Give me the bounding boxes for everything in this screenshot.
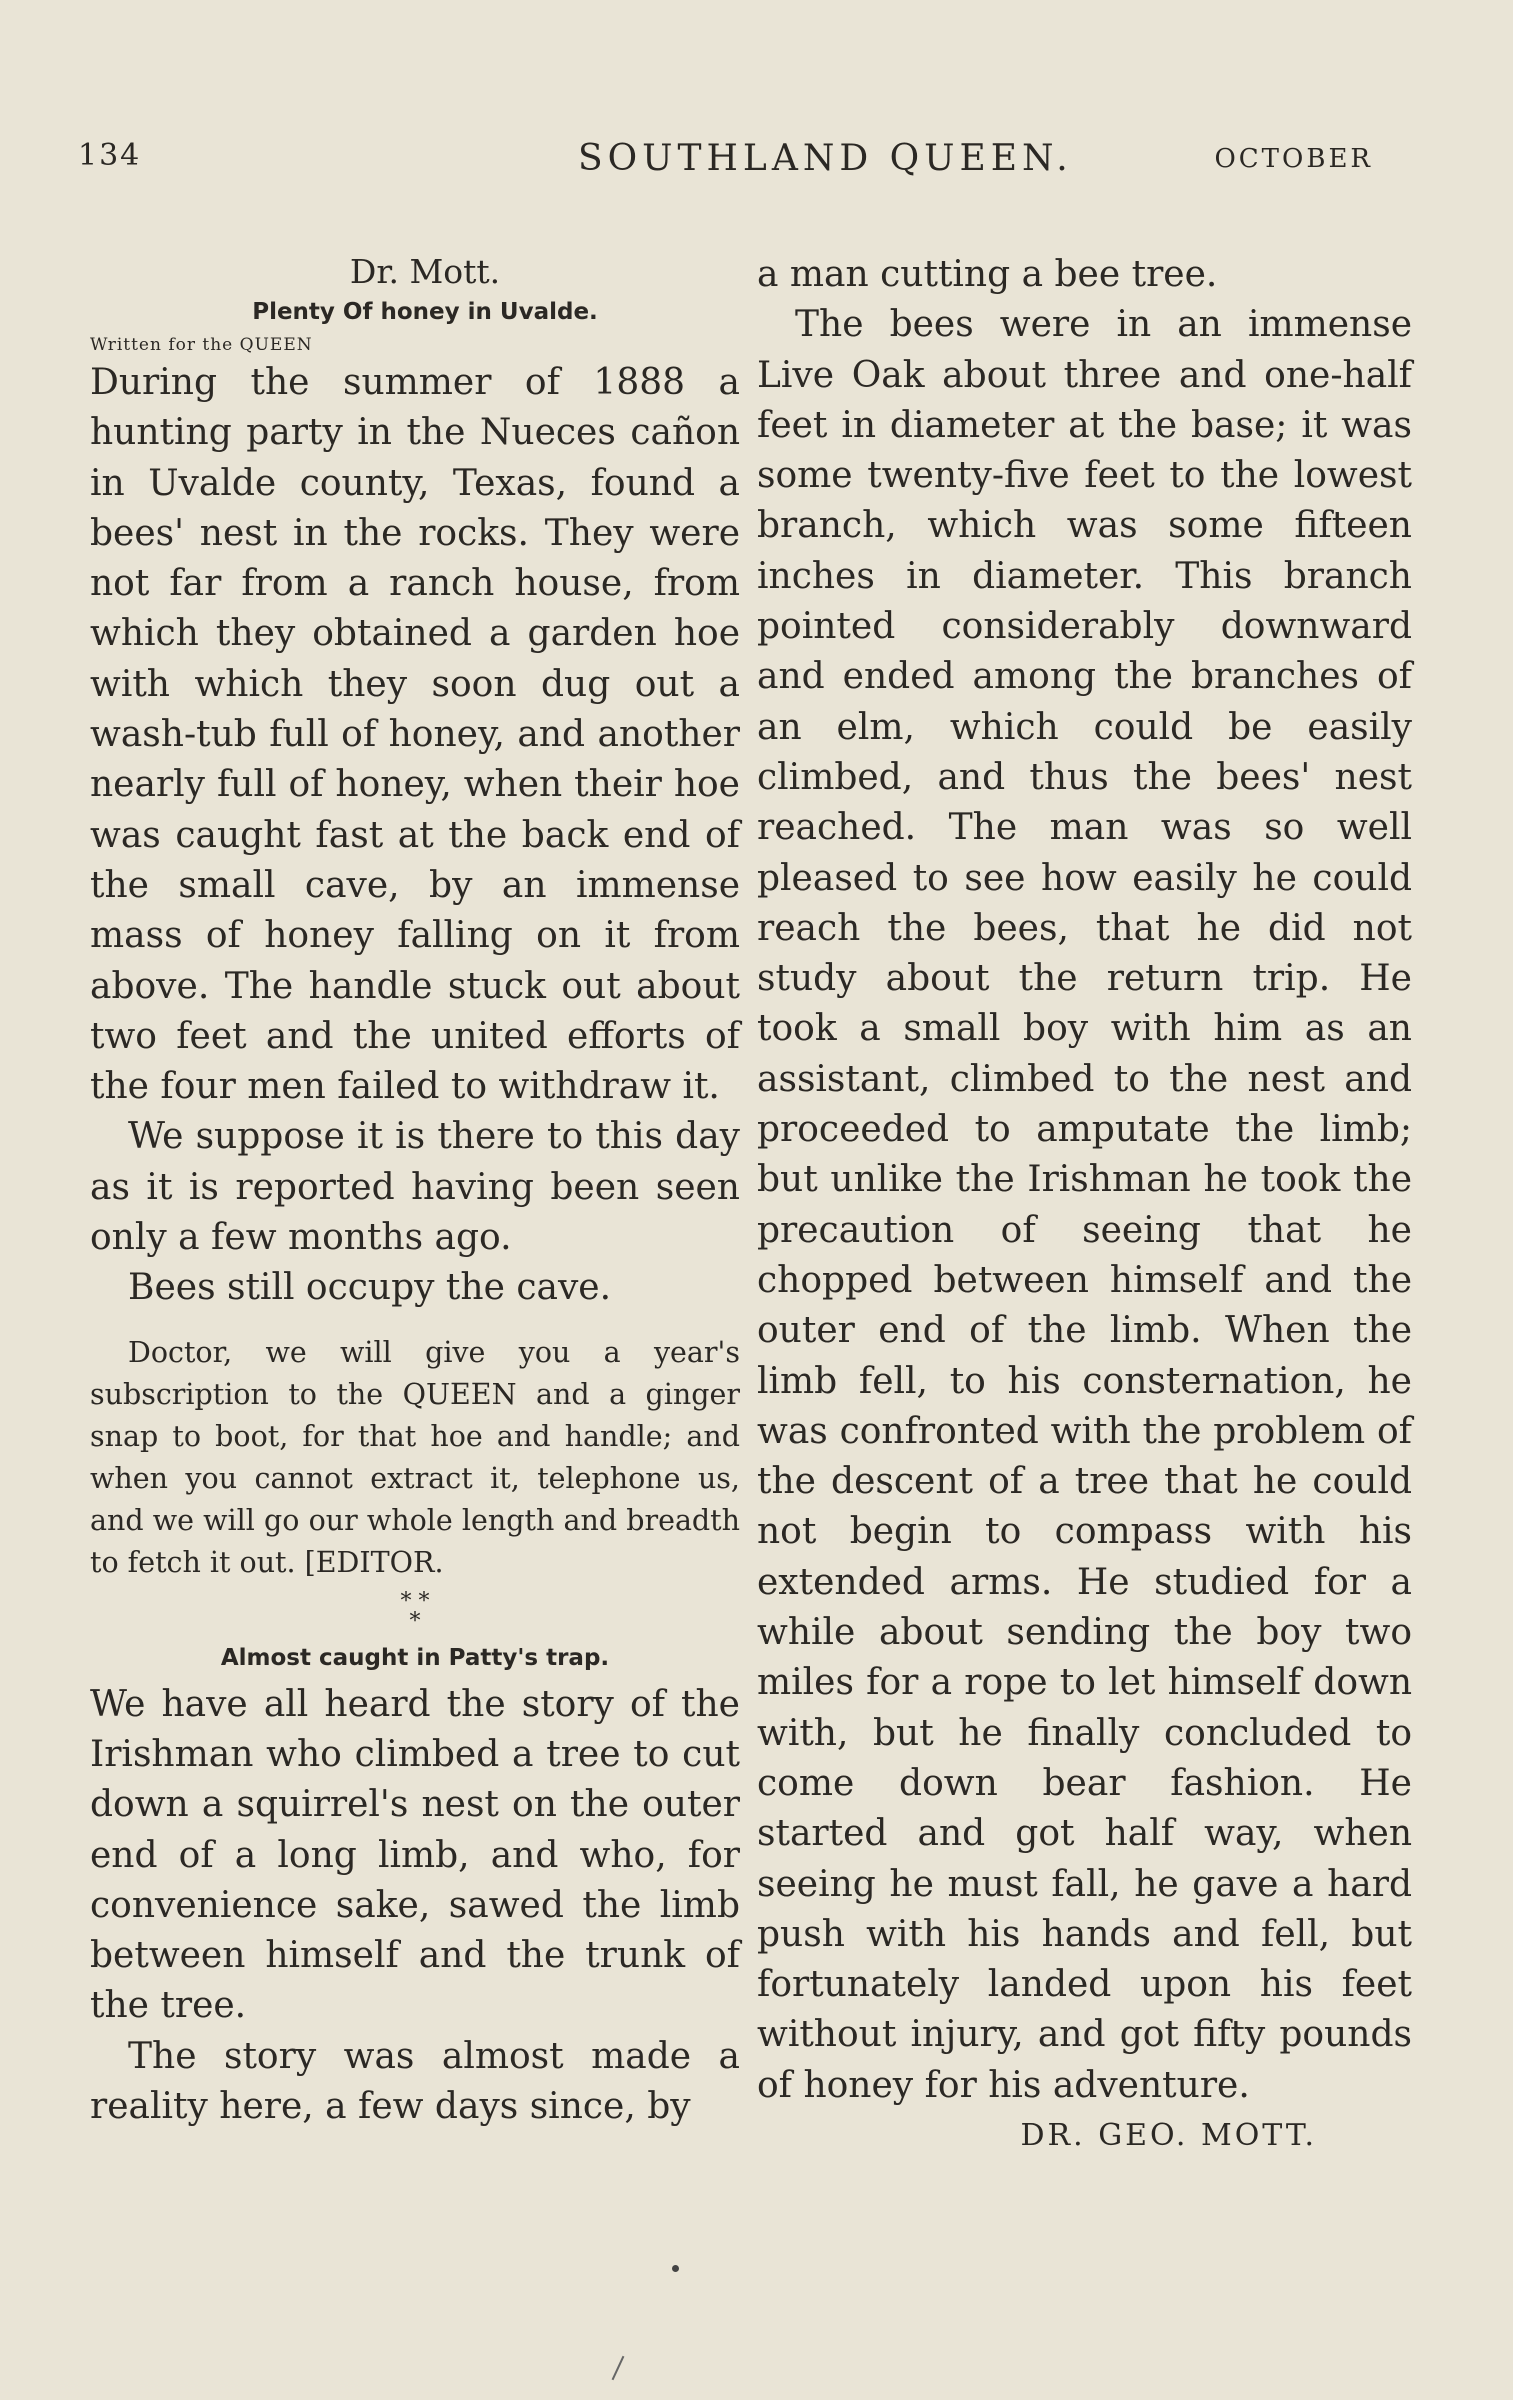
pencil-mark xyxy=(612,2356,625,2380)
page-number: 134 xyxy=(78,138,142,173)
right-column xyxy=(757,250,1412,2161)
page-header xyxy=(78,138,1373,184)
article-paragraph: The bees were in an immense Live Oak about three and one-half feet in diameter at the base; it was some twenty-five feet to the lowest branch, which was some fifteen inches in diameter. This branch pointed considerably downward and ended among the branches of an elm, which could be easily climbed, and thus the bees' nest reached. The man was so well pleased to see how easily he could reach the bees, that he did not study about the return trip. He took a small boy with him as an assistant, climbed to the nest and proceeded to amputate the limb; but unlike the Irishman he took the precaution of seeing that he chopped between himself and the outer end of the limb. When the limb fell, to his consternation, he was confronted with the problem of the descent of a tree that he could not begin to compass with his extended arms. He studied for a while about sending the boy two miles for a rope to let himself down with, but he finally concluded to come down bear fashion. He started and got half way, when seeing he must fall, he gave a hard push with his hands and fell, but fortunately landed upon his feet without injury, and got fifty pounds of honey for his adventure. xyxy=(757,304,1412,2106)
author-signature: DR. GEO. MOTT. xyxy=(1020,2117,1317,2153)
article-title: Almost caught in Patty's trap. xyxy=(220,1644,610,1671)
article-paragraph: We suppose it is there to this day as it is reported having been seen only a few months ago. xyxy=(90,1116,740,1259)
article-paragraph: The story was almost made a reality here, a few days since, by xyxy=(90,2035,740,2128)
editor-note: Doctor, we will give you a year's subscription to the QUEEN and a ginger snap to boot, for that hoe and handle; and when you cannot extract it, telephone us, and we will go our whole length and breadth to fetch it out. [EDITOR. xyxy=(90,1335,740,1579)
article-credit: Written for the QUEEN xyxy=(90,335,313,355)
article-paragraph: Bees still occupy the cave. xyxy=(128,1267,612,1309)
article-subtitle: Plenty Of honey in Uvalde. xyxy=(252,299,598,325)
article-title: Dr. Mott. xyxy=(349,252,501,291)
left-column xyxy=(90,250,740,2132)
section-separator: * * * xyxy=(400,1588,430,1634)
issue-month: OCTOBER xyxy=(1214,144,1373,174)
article-paragraph: We have all heard the story of the Irishman who climbed a tree to cut down a squirrel's nest on the outer end of a long limb, and who, for convenience sake, sawed the limb between himself and the trunk of the tree. xyxy=(90,1683,740,2027)
article-paragraph-continued: a man cutting a bee tree. xyxy=(757,254,1218,295)
ink-spot xyxy=(672,2265,679,2272)
article-paragraph: During the summer of 1888 a hunting party in the Nueces cañon in Uvalde county, Texas, found a bees' nest in the rocks. They were not far from a ranch house, from which they obtained a garden hoe with which they soon dug out a wash-tub full of honey, and another nearly full of honey, when their hoe was caught fast at the back end of the small cave, by an immense mass of honey falling on it from above. The handle stuck out about two feet and the united efforts of the four men failed to withdraw it. xyxy=(90,362,740,1108)
journal-title: SOUTHLAND QUEEN. xyxy=(578,138,1073,179)
